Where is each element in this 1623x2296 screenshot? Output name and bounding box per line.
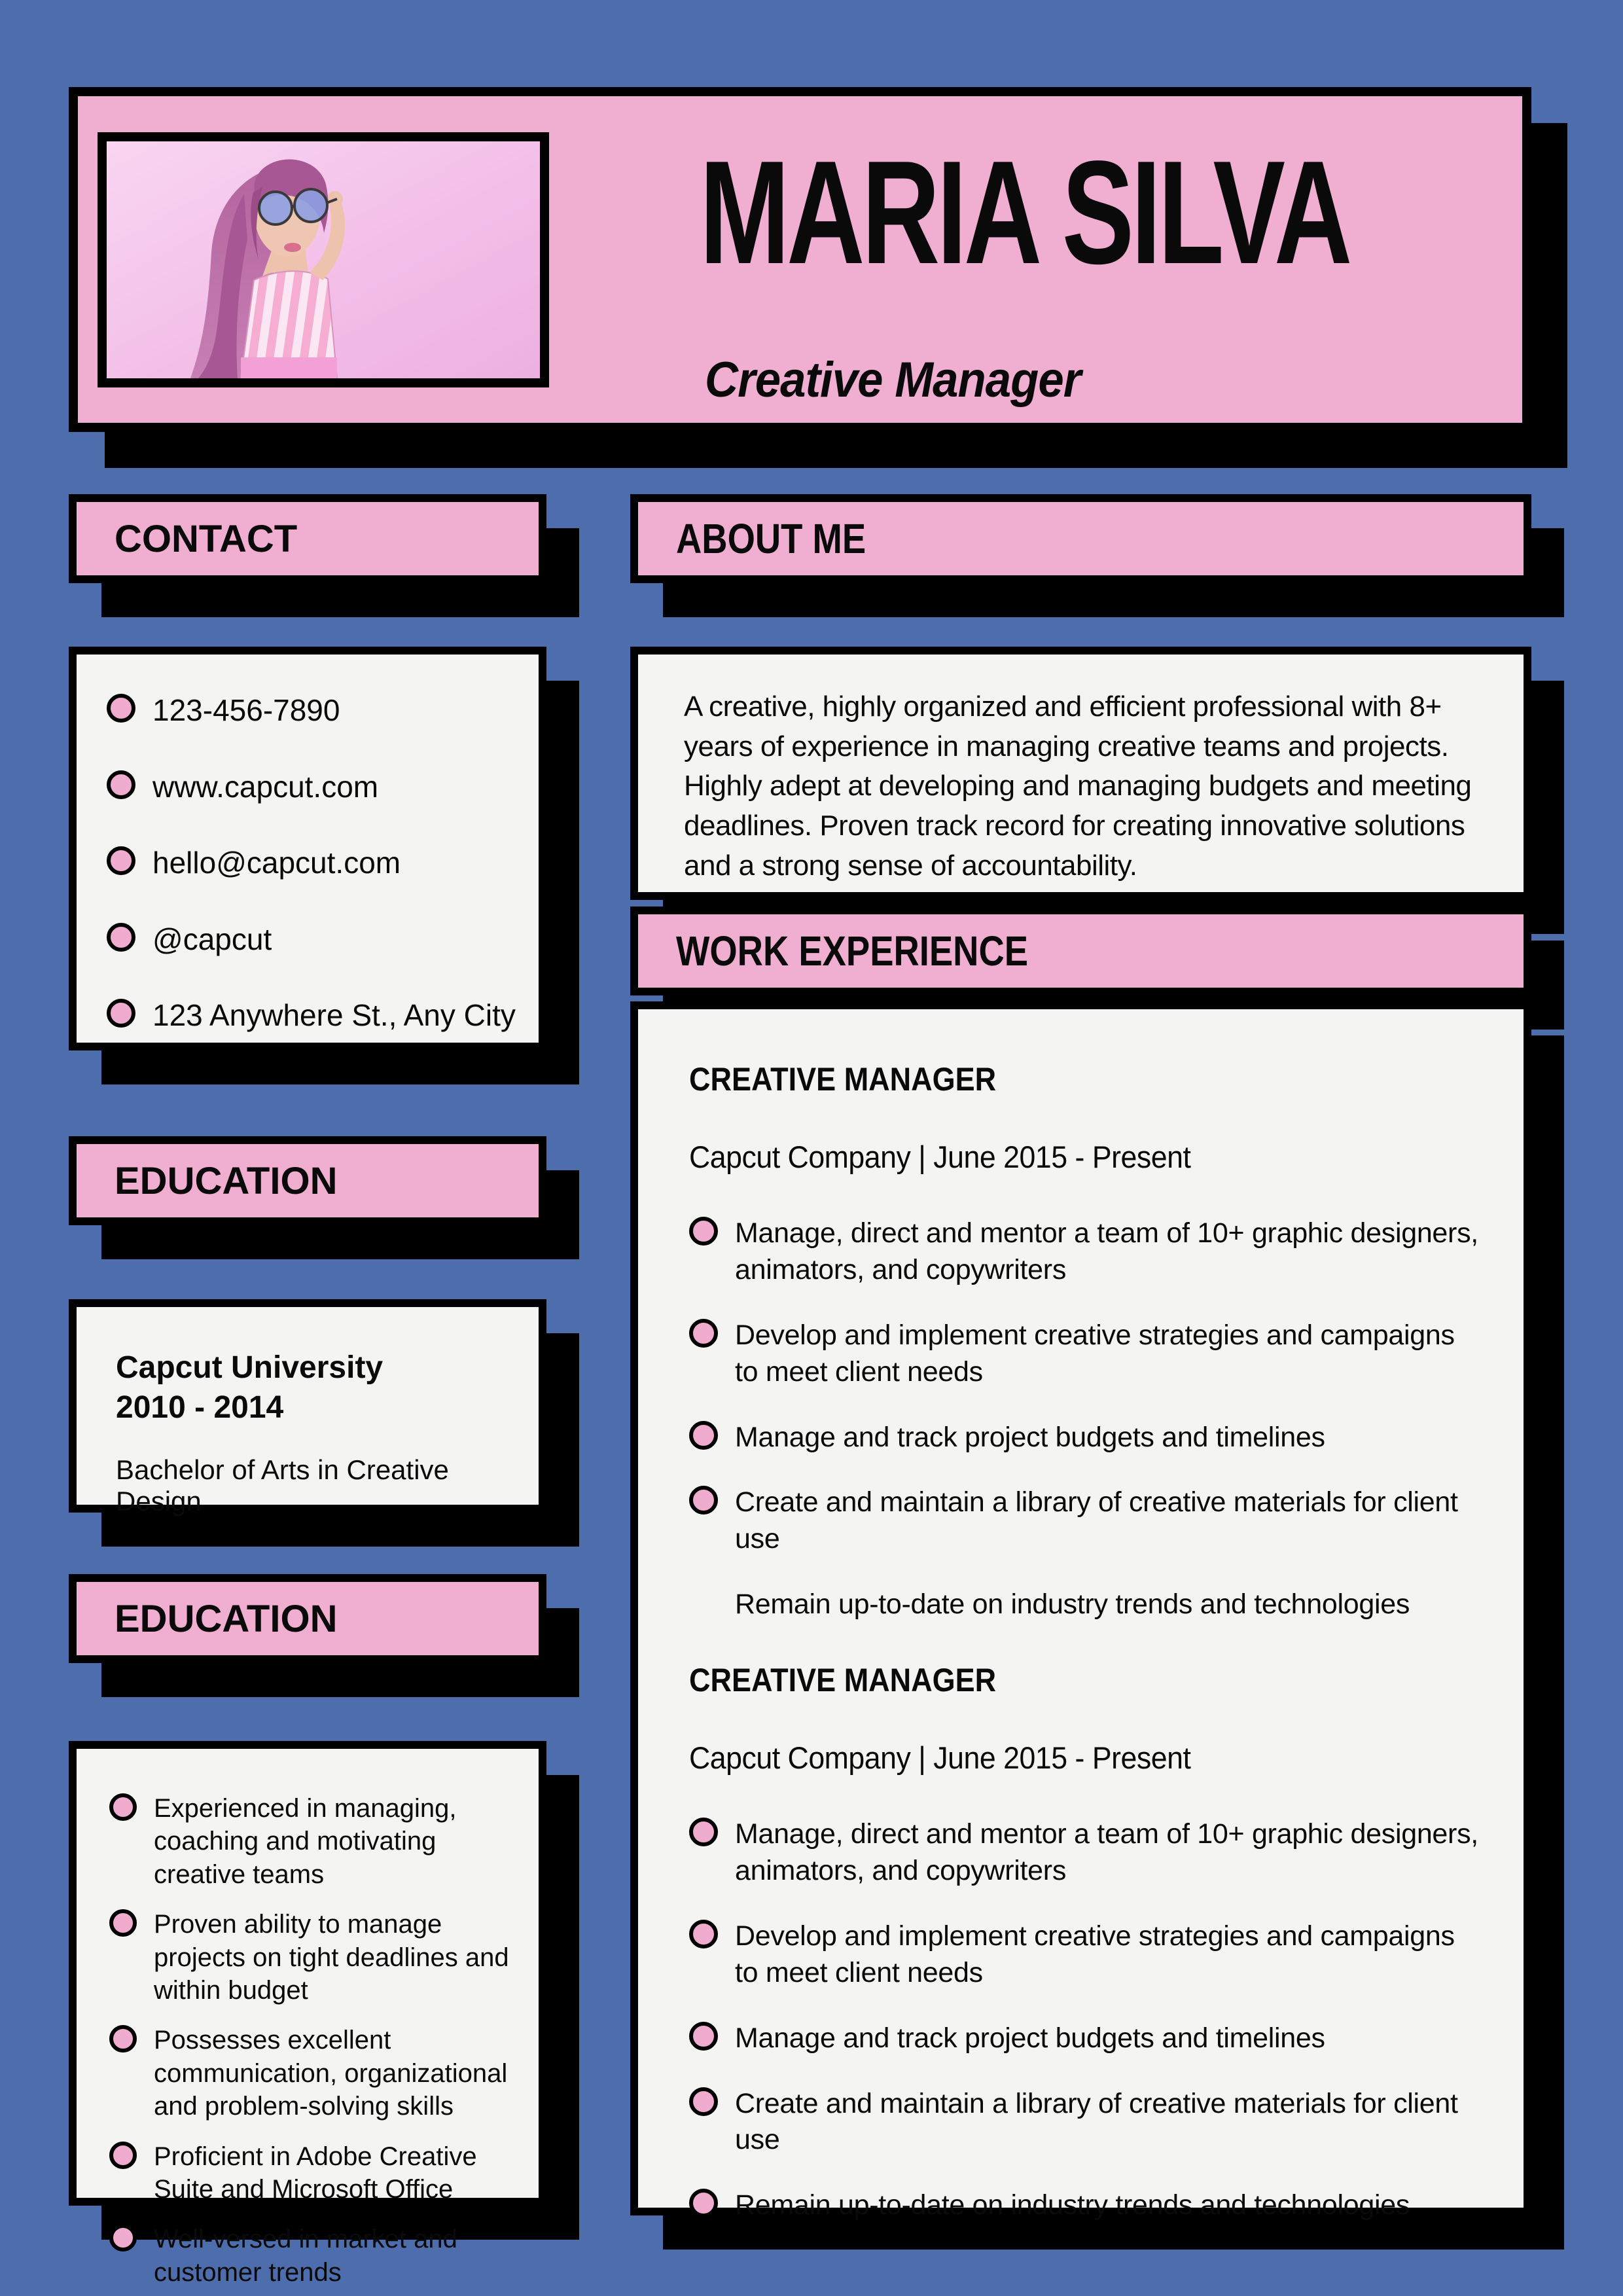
person-name: MARIA SILVA: [700, 130, 1349, 295]
about-heading: ABOUT ME: [676, 515, 866, 562]
skills-heading: EDUCATION: [115, 1597, 338, 1640]
skills-list: [77, 1749, 539, 2289]
job-bullet-text: Manage and track project budgets and timelines: [735, 1421, 1325, 1453]
skill-text: Possesses excellent communication, organizational and problem-solving skills: [154, 2026, 508, 2121]
header-banner: [69, 87, 1531, 432]
bullet-dot-icon: [689, 1217, 718, 1246]
address: 123 Anywhere St., Any City: [152, 998, 516, 1033]
skill-text: Experienced in managing, coaching and motivating creative teams: [154, 1794, 457, 1889]
job-bullet-text: Create and maintain a library of creative materials for client use: [735, 1486, 1458, 1555]
contact-panel: [69, 647, 546, 1050]
education-school-years: [116, 1348, 519, 1428]
work-experience-list: [638, 1009, 1524, 2224]
bullet-dot-icon: [107, 694, 135, 723]
skills-panel: [69, 1741, 546, 2287]
education-panel: [69, 1299, 546, 1516]
education-heading: EDUCATION: [115, 1159, 338, 1202]
job-bullet: [689, 2086, 1484, 2159]
skill-item: [109, 2140, 522, 2206]
bullet-dot-icon: [109, 2025, 137, 2053]
website: www.capcut.com: [152, 769, 379, 804]
job-bullet: [689, 1215, 1484, 1289]
phone-number: 123-456-7890: [152, 693, 340, 727]
bullet-dot-icon: [107, 846, 135, 875]
job-title: CREATIVE MANAGER: [689, 1662, 997, 1699]
education-school: Capcut University: [116, 1350, 383, 1385]
job-bullet: [689, 1318, 1484, 1391]
job-bullet: [689, 1420, 1484, 1456]
skill-text: Proven ability to manage projects on tight deadlines and within budget: [154, 1910, 509, 2005]
education-degree: Bachelor of Arts in Creative Design: [116, 1454, 449, 1516]
bullet-dot-icon: [109, 2142, 137, 2169]
job-bullet-text: Manage, direct and mentor a team of 10+ graphic designers, animators, and copywriters: [735, 1217, 1478, 1285]
job-company-dates: Capcut Company | June 2015 - Present: [689, 1139, 1191, 1174]
bullet-dot-icon: [109, 1793, 137, 1821]
bullet-dot-icon: [109, 1909, 137, 1937]
job-bullet-list: [689, 1816, 1484, 2224]
job-bullet-text: Remain up-to-date on industry trends and technologies: [735, 2189, 1410, 2221]
job-bullet: [689, 2020, 1484, 2057]
job-company-dates: Capcut Company | June 2015 - Present: [689, 1740, 1191, 1776]
job-bullet-list: [689, 1215, 1484, 1623]
about-panel: [630, 647, 1531, 900]
bullet-dot-icon: [107, 770, 135, 799]
education-heading-bar: [69, 1136, 546, 1225]
job-bullet: [689, 1816, 1484, 1890]
work-heading-bar: [630, 906, 1531, 996]
work-panel: [630, 1001, 1531, 2221]
contact-item-email: [107, 845, 519, 880]
education-entry: [77, 1307, 539, 1517]
bullet-dot-icon: [107, 923, 135, 952]
bullet-dot-icon: [689, 1920, 718, 1948]
bullet-dot-icon: [689, 1818, 718, 1846]
about-heading-bar: [630, 494, 1531, 583]
job-bullet-text: Create and maintain a library of creative materials for client use: [735, 2087, 1458, 2156]
skill-item: [109, 1908, 522, 2007]
contact-item-phone: [107, 692, 519, 727]
job-bullet-text: Develop and implement creative strategies and campaigns to meet client needs: [735, 1920, 1455, 1988]
job-bullet-text: Remain up-to-date on industry trends and technologies: [735, 1588, 1410, 1621]
person-role: Creative Manager: [705, 352, 1081, 408]
about-text: A creative, highly organized and efficient professional with 8+ years of experience in managing creative teams and projects. Highly adept at developing and managing budgets and meeting deadlines. Proven track record for creating innovative solutions and a strong sense of accountability.: [684, 691, 1472, 882]
job-bullet-text: Manage and track project budgets and timelines: [735, 2022, 1325, 2054]
job-bullet: [689, 1587, 1484, 1623]
profile-photo: [98, 132, 549, 387]
skills-heading-bar: [69, 1574, 546, 1663]
bullet-dot-icon: [689, 1319, 718, 1348]
skill-item: [109, 2024, 522, 2123]
contact-heading: CONTACT: [115, 517, 298, 560]
skill-item: [109, 1792, 522, 1891]
job-bullet: [689, 1484, 1484, 1558]
job-bullet-text: Develop and implement creative strategies and campaigns to meet client needs: [735, 1319, 1455, 1388]
skill-text: Proficient in Adobe Creative Suite and Microsoft Office: [154, 2142, 477, 2204]
email: hello@capcut.com: [152, 846, 401, 880]
education-years: 2010 - 2014: [116, 1390, 284, 1426]
bullet-dot-icon: [689, 2189, 718, 2217]
bullet-dot-icon: [689, 2022, 718, 2051]
contact-heading-bar: [69, 494, 546, 583]
job-bullet: [689, 2187, 1484, 2224]
bullet-dot-icon: [689, 1421, 718, 1450]
contact-list: [77, 655, 539, 1032]
bullet-dot-icon: [109, 2224, 137, 2251]
bullet-dot-icon: [107, 999, 135, 1028]
skill-item: [109, 2223, 522, 2289]
job-title: CREATIVE MANAGER: [689, 1061, 997, 1098]
contact-item-address: [107, 997, 519, 1032]
bullet-dot-icon: [689, 1486, 718, 1515]
contact-item-website: [107, 769, 519, 804]
bullet-dot-icon: [689, 2087, 718, 2116]
skill-text: Well-versed in market and customer trends: [154, 2225, 457, 2287]
job-bullet: [689, 1918, 1484, 1992]
profile-photo-illustration: [107, 141, 540, 378]
social-handle: @capcut: [152, 922, 272, 956]
work-heading: WORK EXPERIENCE: [676, 927, 1029, 975]
job-bullet-text: Manage, direct and mentor a team of 10+ graphic designers, animators, and copywriters: [735, 1818, 1478, 1887]
contact-item-social: [107, 922, 519, 956]
